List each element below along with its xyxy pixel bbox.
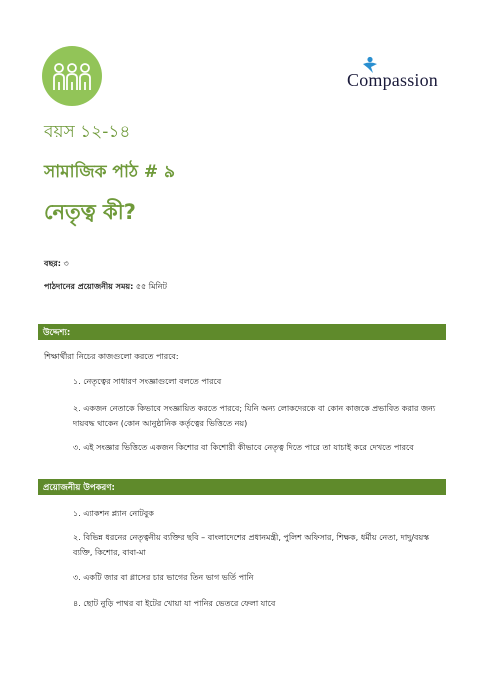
age-group-badge (42, 46, 102, 106)
level-value: ৩ (60, 259, 69, 268)
objective-item-2: ২. একজন নেতাকে কিভাবে সংজ্ঞায়িত করতে পারবে; যিনি অন্য লোকদেরকে বা কোন কাজকে প্রভাবিত করার জন্য দায়বদ্ধ থাকেন (কোন আনুষ্ঠানিক কর্তৃত্বের ভিত্তিতে নয়) (73, 404, 436, 428)
compassion-logo-text: Compassion (347, 70, 439, 90)
time-line (44, 281, 167, 294)
group-of-people-icon (42, 46, 102, 106)
materials-header (38, 479, 446, 495)
time-key: পাঠদানের প্রয়োজনীয় সময়: (44, 282, 134, 291)
material-item-4: ৪. ছোট নুড়ি পাথর বা ইটের খোয়া যা পানির ভেতরে ফেলা যাবে (73, 599, 276, 608)
material-item-3: ৩. একটি জার বা গ্লাসের চার ভাগের তিন ভাগ ভর্তি পানি (73, 573, 254, 582)
materials-heading: প্রয়োজনীয় উপকরণ: (43, 483, 115, 493)
time-value: ৫৫ মিনিট (133, 282, 167, 291)
objectives-intro: শিক্ষার্থীরা নিচের কাজগুলো করতে পারবে: (44, 352, 179, 361)
page-title: নেতৃত্ব কী? (44, 200, 136, 224)
lesson-number: সামাজিক পাঠ # ৯ (44, 162, 176, 182)
material-item-2: ২. বিভিন্ন ধরনের নেতৃত্বনীয় ব্যক্তির ছবি – বাংলাদেশের প্রধানমন্ত্রী, পুলিশ অফিসার, শিক্ষক, ধর্মীয় নেতা, দাদু/বয়স্ক ব্যক্তি, কিশোর, বাবা-মা (73, 533, 429, 557)
compassion-logo (347, 56, 447, 96)
objectives-heading: উদ্দেশ্য: (43, 328, 71, 338)
objective-item-3: ৩. এই সংজ্ঞার ভিত্তিতে একজন কিশোর বা কিশোরী কীভাবে নেতৃত্ব দিতে পারে তা যাচাই করে দেখতে পারবে (73, 443, 414, 452)
objectives-header (38, 324, 446, 340)
level-key: বছর: (44, 259, 61, 268)
objective-item-1: ১. নেতৃত্বের সাধারণ সংজ্ঞাগুলো বলতে পারবে (73, 377, 222, 386)
material-item-1: ১. এ্যাকশন প্ল্যান নোটবুক (73, 509, 154, 518)
level-line (44, 258, 69, 271)
age-range: বয়স ১২-১৪ (44, 122, 131, 142)
